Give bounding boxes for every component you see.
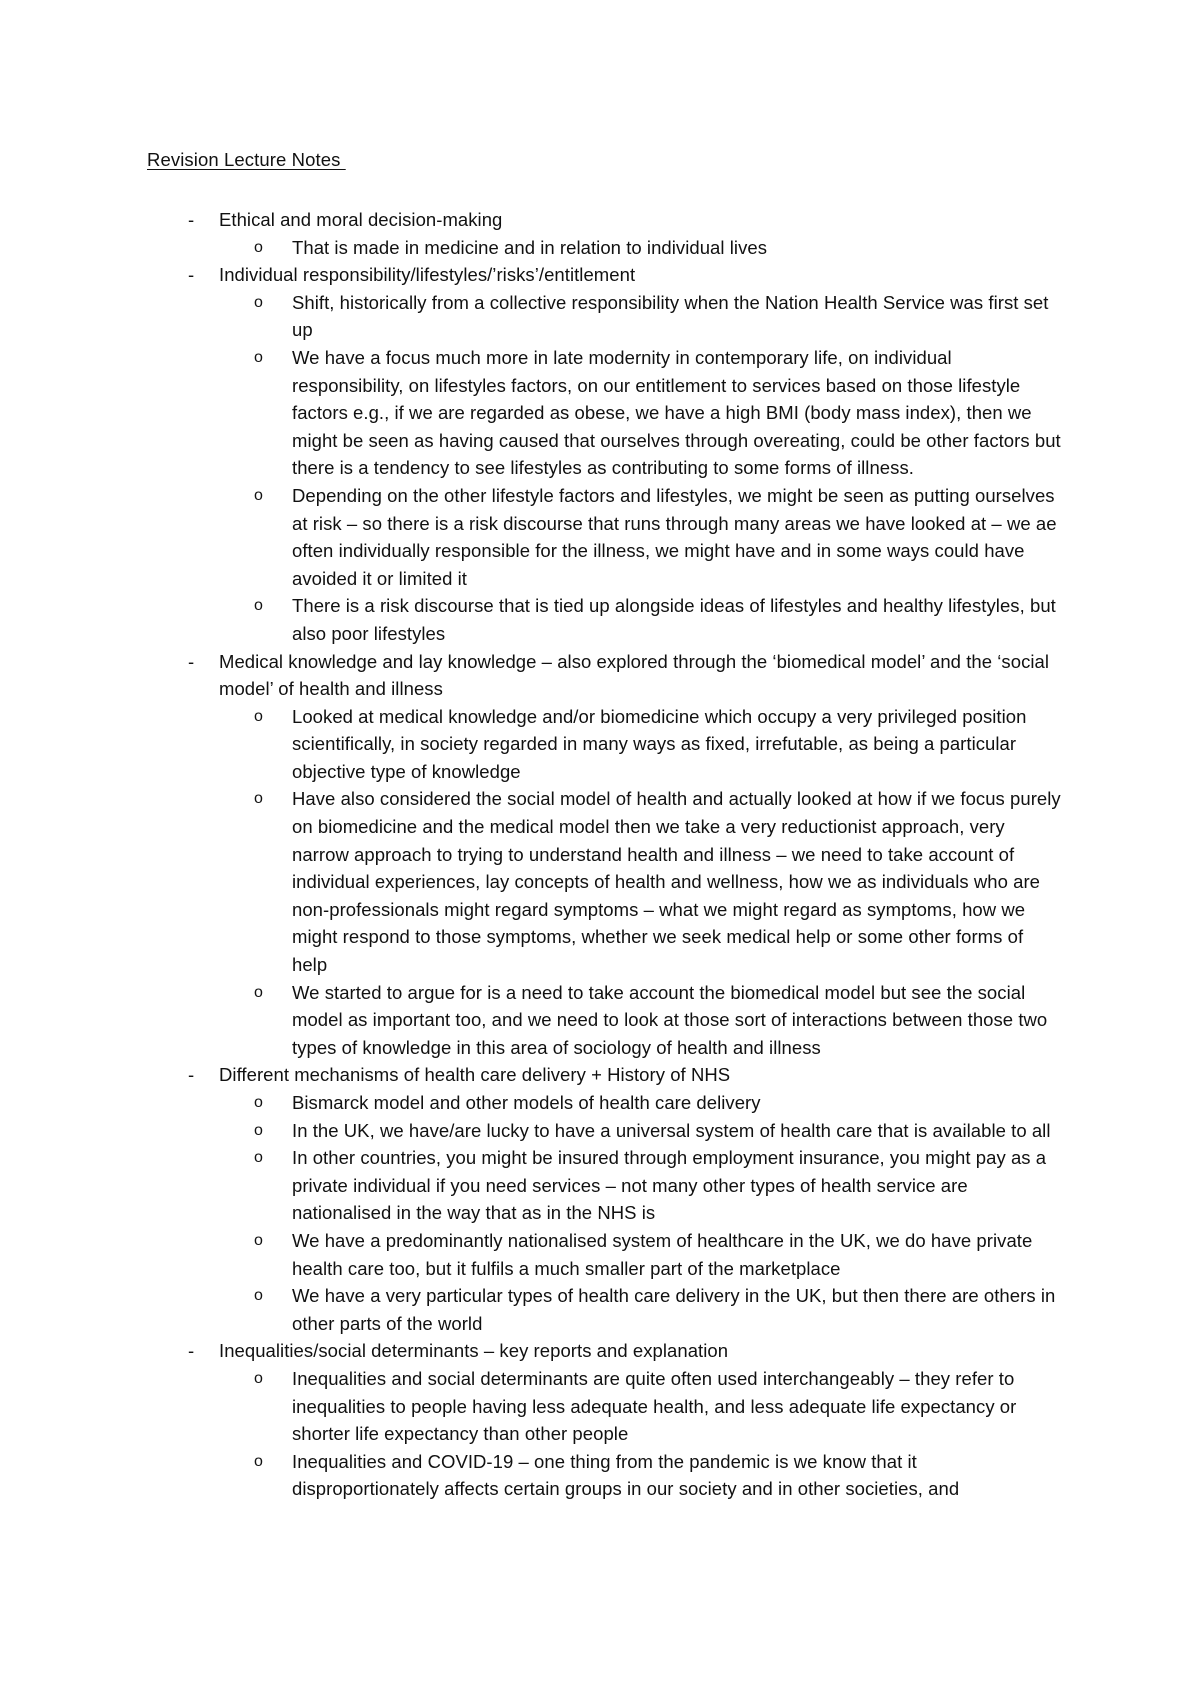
sub-list-item-text: Bismarck model and other models of health care delivery	[292, 1092, 761, 1113]
sub-list-item	[0, 1282, 1200, 1337]
sub-list-item-text: We have a very particular types of health care delivery in the UK, but then there are others in other parts of the world	[292, 1285, 1056, 1334]
circle-bullet: o	[254, 1094, 263, 1111]
dash-bullet: -	[188, 1340, 195, 1362]
dash-bullet: -	[188, 1064, 195, 1086]
sub-list-item	[0, 1144, 1200, 1227]
dash-bullet: -	[188, 650, 195, 672]
sub-list-item	[0, 592, 1200, 647]
sub-list-item-text: That is made in medicine and in relation to individual lives	[292, 236, 768, 258]
sub-list-item-text: Inequalities and social determinants are quite often used interchangeably – they refer to inequalities to people having less adequate health, and less adequate life expectancy or shorter life expectancy than other people	[292, 1367, 1017, 1445]
list-item	[0, 648, 1200, 703]
circle-bullet: o	[254, 238, 263, 256]
list-item-text: Different mechanisms of health care delivery + History of NHS	[219, 1064, 731, 1086]
sub-list-item	[0, 1448, 1200, 1503]
circle-bullet: o	[254, 790, 263, 808]
sub-list-item-text: Inequalities and COVID-19 – one thing from the pandemic is we know that it disproportionately affects certain groups in our society and in other societies, and	[292, 1450, 960, 1500]
circle-bullet: o	[254, 597, 263, 615]
list-item	[0, 1337, 1200, 1365]
sub-list-item	[0, 482, 1200, 592]
dash-bullet: -	[188, 264, 195, 286]
sub-list-item-text: There is a risk discourse that is tied up alongside ideas of lifestyles and healthy lifestyles, but also poor lifestyles	[292, 595, 1056, 644]
list-item	[0, 261, 1200, 289]
document-title: Revision Lecture Notes	[147, 149, 346, 170]
sub-list-item-text: In the UK, we have/are lucky to have a universal system of health care that is available to all	[292, 1119, 1051, 1141]
list-item	[0, 1061, 1200, 1089]
sub-list-item	[0, 234, 1200, 262]
sub-list-item	[0, 1089, 1200, 1117]
circle-bullet: o	[254, 1287, 263, 1305]
sub-list-item-text: Depending on the other lifestyle factors and lifestyles, we might be seen as putting ourselves at risk – so there is a risk discourse that runs through many areas we have looked at – we ae often individually responsible for the illness, we might have and in some ways could have avoided it or limited it	[292, 484, 1057, 589]
sub-list-item-text: We started to argue for is a need to take account the biomedical model but see the social model as important too, and we need to look at those sort of interactions between those two types of knowledge in this area of sociology of health and illness	[292, 981, 1048, 1058]
circle-bullet: o	[254, 1452, 263, 1470]
circle-bullet: o	[254, 707, 263, 725]
list-item-text: Medical knowledge and lay knowledge – also explored through the ‘biomedical model’ and the ‘social model’ of health and illness	[219, 650, 1050, 700]
circle-bullet: o	[254, 1231, 263, 1249]
sub-list-item	[0, 785, 1200, 978]
notes-list	[0, 206, 1200, 1503]
sub-list-item	[0, 979, 1200, 1062]
sub-list-item-text: Looked at medical knowledge and/or biomedicine which occupy a very privileged position scientifically, in society regarded in many ways as fixed, irrefutable, as being a particular objective type of knowledge	[292, 705, 1027, 782]
sub-list-item-text: Shift, historically from a collective responsibility when the Nation Health Service was first set up	[292, 291, 1049, 341]
list-item-text: Inequalities/social determinants – key reports and explanation	[219, 1340, 729, 1362]
sub-list-item	[0, 703, 1200, 786]
sub-list-item	[0, 1117, 1200, 1145]
circle-bullet: o	[254, 293, 263, 311]
sub-list-item	[0, 289, 1200, 344]
circle-bullet: o	[254, 486, 263, 504]
list-item-text: Individual responsibility/lifestyles/’risks’/entitlement	[219, 264, 636, 286]
sub-list-item	[0, 1227, 1200, 1282]
sub-list-item-text: Have also considered the social model of health and actually looked at how if we focus purely on biomedicine and the medical model then we take a very reductionist approach, very narrow approach to trying to understand health and illness – we need to take account of individual experiences, lay concepts of health and wellness, how we as individuals who are non-professionals might regard symptoms – what we might regard as symptoms, how we might respond to those symptoms, whether we seek medical help or some other forms of help	[292, 788, 1061, 976]
sub-list-item-text: We have a focus much more in late modernity in contemporary life, on individual responsibility, on lifestyles factors, on our entitlement to services based on those lifestyle factors e.g., if we are regarded as obese, we have a high BMI (body mass index), then we might be seen as having caused that ourselves through overeating, could be other factors but there is a tendency to see lifestyles as contributing to some forms of illness.	[292, 346, 1061, 479]
sub-list-item	[0, 1365, 1200, 1448]
sub-list-item-text: In other countries, you might be insured through employment insurance, you might pay as a private individual if you need services – not many other types of health service are nationalised in the way that as in the NHS is	[292, 1147, 1047, 1224]
circle-bullet: o	[254, 983, 263, 1001]
list-item	[0, 206, 1200, 234]
circle-bullet: o	[254, 1369, 263, 1387]
circle-bullet: o	[254, 1121, 263, 1139]
circle-bullet: o	[254, 348, 263, 366]
sub-list-item-text: We have a predominantly nationalised system of healthcare in the UK, we do have private health care too, but it fulfils a much smaller part of the marketplace	[292, 1229, 1033, 1279]
circle-bullet: o	[254, 1149, 263, 1167]
dash-bullet: -	[188, 209, 195, 230]
list-item-text: Ethical and moral decision-making	[219, 209, 503, 230]
sub-list-item	[0, 344, 1200, 482]
